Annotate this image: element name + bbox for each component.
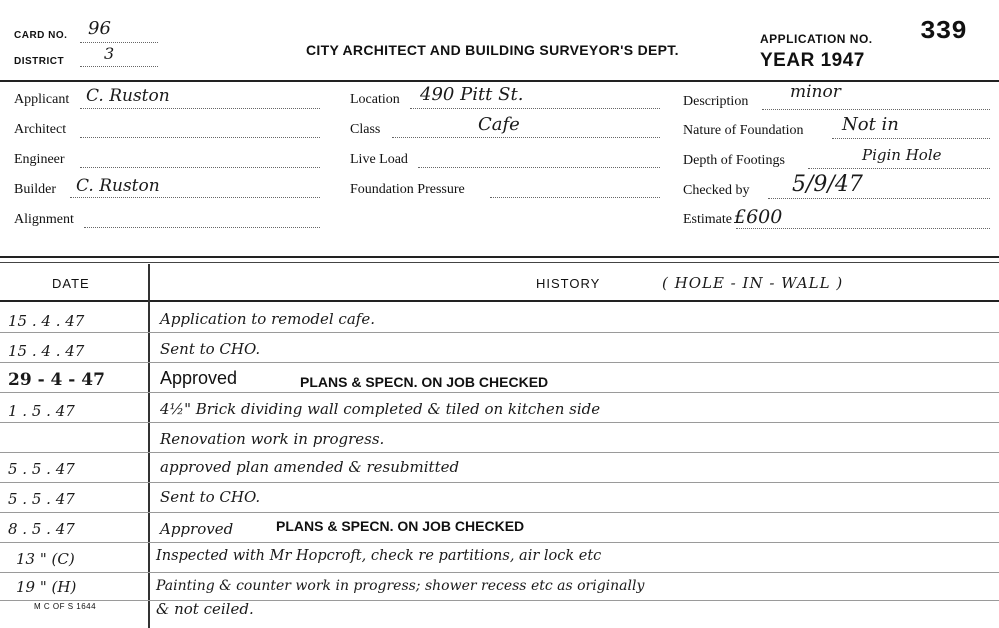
alignment-label: Alignment xyxy=(14,212,74,227)
engineer-line xyxy=(80,167,320,168)
class-label: Class xyxy=(350,122,381,137)
table-top-rule xyxy=(0,256,999,258)
department-title: CITY ARCHITECT AND BUILDING SURVEYOR'S DEPT. xyxy=(306,42,679,58)
row-date: 29 - 4 - 47 xyxy=(8,370,105,390)
row-date: 1 . 5 . 47 xyxy=(8,402,75,420)
architect-line xyxy=(80,137,320,138)
foundation-pressure-line xyxy=(490,197,660,198)
nature-of-foundation-label: Nature of Foundation xyxy=(683,123,804,138)
history-note: ( HOLE - IN - WALL ) xyxy=(662,274,844,292)
card-no-label: CARD NO. xyxy=(14,30,68,41)
row-date: 13 " (C) xyxy=(16,550,75,568)
row-rule xyxy=(0,542,999,543)
row-entry: Renovation work in progress. xyxy=(160,430,385,448)
row-entry: approved plan amended & resubmitted xyxy=(160,458,460,476)
engineer-label: Engineer xyxy=(14,152,65,167)
checked-by-label: Checked by xyxy=(683,183,750,198)
foundation-pressure-label: Foundation Pressure xyxy=(350,182,465,197)
application-no-label: APPLICATION NO. xyxy=(760,32,873,46)
nature-of-foundation-value: Not in xyxy=(842,114,899,135)
checked-by-value: 5/9/47 xyxy=(792,172,863,197)
header-rule xyxy=(0,80,999,82)
row-rule xyxy=(0,332,999,333)
estimate-label: Estimate xyxy=(683,212,732,227)
row-date: 8 . 5 . 47 xyxy=(8,520,75,538)
district-label: DISTRICT xyxy=(14,56,65,67)
row-entry: Application to remodel cafe. xyxy=(160,310,375,328)
row-entry: Approved xyxy=(160,520,234,538)
row-rule xyxy=(0,482,999,483)
row-entry: Approved xyxy=(160,368,238,388)
row-rule xyxy=(0,512,999,513)
location-line xyxy=(410,108,660,109)
nature-of-foundation-line xyxy=(832,138,990,139)
date-column-header: DATE xyxy=(52,276,90,291)
row-entry: Painting & counter work in progress; shower recess etc as originally xyxy=(156,578,645,594)
card-no-line xyxy=(80,42,158,43)
class-line xyxy=(392,137,660,138)
row-date: 15 . 4 . 47 xyxy=(8,342,85,360)
row-rule xyxy=(0,600,999,601)
live-load-label: Live Load xyxy=(350,152,408,167)
approval-stamp: PLANS & SPECN. ON JOB CHECKED xyxy=(276,518,525,534)
builder-label: Builder xyxy=(14,182,56,197)
alignment-line xyxy=(84,227,320,228)
builder-value: C. Ruston xyxy=(76,176,160,196)
estimate-line xyxy=(736,228,990,229)
district-value: 3 xyxy=(104,44,115,63)
column-divider xyxy=(148,264,150,628)
applicant-label: Applicant xyxy=(14,92,70,107)
row-rule xyxy=(0,452,999,453)
approval-stamp: PLANS & SPECN. ON JOB CHECKED xyxy=(300,374,549,390)
form-code: M C OF S 1644 xyxy=(34,602,97,611)
estimate-value: £600 xyxy=(734,206,783,228)
applicant-line xyxy=(80,108,320,109)
row-entry: Sent to CHO. xyxy=(160,488,261,506)
depth-of-footings-line xyxy=(808,168,990,169)
row-date: 5 . 5 . 47 xyxy=(8,460,75,478)
location-value: 490 Pitt St. xyxy=(420,84,524,105)
row-date: 15 . 4 . 47 xyxy=(8,312,85,330)
checked-by-line xyxy=(768,198,990,199)
location-label: Location xyxy=(350,92,400,107)
architect-label: Architect xyxy=(14,122,67,137)
row-rule xyxy=(0,572,999,573)
live-load-line xyxy=(418,167,660,168)
description-line xyxy=(762,109,990,110)
row-date: 19 " (H) xyxy=(16,578,77,596)
row-entry: Inspected with Mr Hopcroft, check re partitions, air lock etc xyxy=(156,548,602,564)
card-no-value: 96 xyxy=(88,18,111,39)
table-top-rule-2 xyxy=(0,262,999,263)
depth-of-footings-value: Pigin Hole xyxy=(862,146,942,164)
description-label: Description xyxy=(683,94,749,109)
class-value: Cafe xyxy=(478,114,520,135)
row-entry: 4½" Brick dividing wall completed & tiled on kitchen side xyxy=(160,400,601,418)
row-entry: Sent to CHO. xyxy=(160,340,261,358)
row-rule xyxy=(0,362,999,363)
description-value: minor xyxy=(790,82,841,102)
district-line xyxy=(80,66,158,67)
history-column-header: HISTORY xyxy=(536,276,601,291)
row-entry: & not ceiled. xyxy=(156,600,254,618)
row-date: 5 . 5 . 47 xyxy=(8,490,75,508)
row-rule xyxy=(0,392,999,393)
row-rule xyxy=(0,422,999,423)
applicant-value: C. Ruston xyxy=(86,86,170,106)
depth-of-footings-label: Depth of Footings xyxy=(683,153,785,168)
builder-line xyxy=(70,197,320,198)
application-no-value: 339 xyxy=(920,16,967,46)
year-label: YEAR 1947 xyxy=(760,50,865,71)
